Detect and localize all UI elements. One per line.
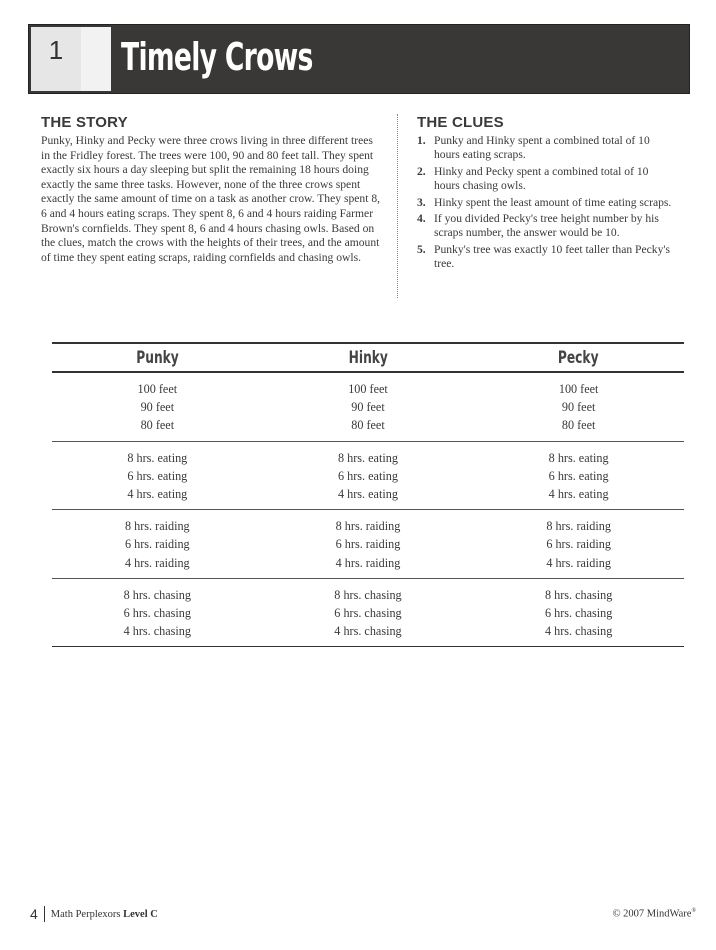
grid-cell-punky [52, 586, 263, 641]
page-number: 4 [30, 906, 38, 922]
clue-text: Hinky and Pecky spent a combined total of 10 hours chasing owls. [434, 164, 649, 193]
grid-cell-hinky [263, 586, 474, 641]
option[interactable]: 8 hrs. chasing [334, 587, 402, 602]
clue-text: Hinky spent the least amount of time eating scraps. [434, 195, 672, 209]
option[interactable]: 80 feet [351, 418, 385, 433]
crow-name-punky: Punky [136, 347, 179, 368]
story-heading: THE STORY [41, 114, 128, 131]
option[interactable]: 6 hrs. eating [338, 468, 398, 483]
option[interactable]: 4 hrs. eating [127, 487, 188, 502]
story-text: Punky, Hinky and Pecky were three crows living in three different trees in the Fridley forest. The trees were 100, 90 and 80 feet tall. They spent exactly six hours a day sleeping but split the remaining 18 hours doing exactly the same three tasks. However, none of the three crows spent exactly the same amount of time on a task as another crow. They spent 8, 6 and 4 hours eating scraps. They spent 8, 6 and 4 hours raiding Farmer Brown's cornfields. They spent 8, 6 and 4 hours chasing owls. Based on the clues, match the crows with the heights of their trees, and the amount of time they spent eating scraps, raiding cornfields and chasing owls. [41, 134, 381, 264]
grid-cell-punky [52, 380, 263, 435]
option[interactable]: 4 hrs. chasing [544, 624, 613, 639]
option[interactable]: 8 hrs. eating [338, 450, 398, 465]
clues-section [417, 114, 677, 274]
option[interactable]: 100 feet [348, 382, 388, 396]
book-title [51, 909, 158, 920]
clue-item [417, 243, 677, 272]
grid-header-row [52, 342, 684, 373]
footer-divider [44, 906, 45, 922]
option[interactable]: 90 feet [351, 400, 385, 415]
grid-cell-hinky [263, 517, 474, 572]
option[interactable]: 4 hrs. eating [548, 487, 609, 502]
grid-header-cell [473, 348, 684, 368]
option[interactable]: 8 hrs. chasing [123, 587, 191, 602]
option[interactable]: 6 hrs. raiding [335, 537, 401, 552]
banner-tab [81, 27, 111, 91]
puzzle-number: 1 [31, 27, 81, 91]
option[interactable]: 4 hrs. chasing [123, 624, 191, 639]
grid-group-raiding [52, 510, 684, 579]
option[interactable]: 90 feet [561, 400, 596, 415]
grid-cell-pecky [473, 517, 684, 572]
book-title-prefix: Math Perplexors [50, 908, 124, 920]
option[interactable]: 6 hrs. eating [127, 468, 188, 483]
option[interactable]: 4 hrs. raiding [546, 555, 611, 570]
story-section [41, 114, 381, 265]
clue-text: Punky and Hinky spent a combined total of 10 hours eating scraps. [434, 134, 650, 162]
option[interactable]: 4 hrs. raiding [125, 555, 190, 570]
option[interactable]: 8 hrs. chasing [544, 587, 613, 602]
option[interactable]: 6 hrs. eating [548, 468, 609, 483]
grid-cell-punky [52, 517, 263, 572]
option[interactable]: 6 hrs. raiding [546, 537, 611, 552]
grid-cell-pecky [473, 586, 684, 641]
clue-text: Punky's tree was exactly 10 feet taller than Pecky's tree. [434, 242, 670, 271]
page-title: Timely Crows [121, 35, 313, 79]
clue-number: 4. [417, 212, 426, 226]
grid-group-eating [52, 442, 684, 511]
column-divider [397, 114, 398, 298]
option[interactable]: 100 feet [558, 382, 599, 396]
option[interactable]: 8 hrs. raiding [335, 519, 401, 534]
clue-number: 2. [417, 164, 426, 178]
clue-text: If you divided Pecky's tree height number by his scraps number, the answer would be 10. [434, 212, 659, 240]
grid-cell-hinky [263, 380, 474, 435]
grid-cell-hinky [263, 449, 474, 504]
option[interactable]: 6 hrs. chasing [123, 606, 191, 621]
clue-item [417, 165, 677, 194]
option[interactable]: 6 hrs. raiding [125, 537, 190, 552]
option[interactable]: 100 feet [137, 382, 178, 396]
grid-cell-punky [52, 449, 263, 504]
option[interactable]: 4 hrs. chasing [334, 624, 402, 639]
option[interactable]: 80 feet [140, 418, 175, 433]
grid-cell-pecky [473, 380, 684, 435]
title-banner [28, 24, 690, 94]
clue-list [417, 134, 677, 272]
grid-cell-pecky [473, 449, 684, 504]
grid-group-heights [52, 373, 684, 442]
option[interactable]: 6 hrs. chasing [334, 606, 402, 621]
copyright [613, 908, 696, 920]
option[interactable]: 8 hrs. eating [548, 450, 609, 465]
clue-item [417, 212, 677, 241]
crow-name-pecky: Pecky [558, 347, 599, 368]
clue-item [417, 196, 677, 210]
clue-item [417, 134, 677, 163]
book-title-level: Level C [123, 908, 158, 920]
clues-heading: THE CLUES [417, 114, 504, 131]
option[interactable]: 4 hrs. eating [338, 487, 398, 502]
grid-group-chasing [52, 579, 684, 648]
crow-name-hinky: Hinky [348, 347, 388, 368]
grid-header-cell [263, 348, 474, 368]
option[interactable]: 90 feet [140, 400, 175, 415]
option[interactable]: 4 hrs. raiding [335, 555, 401, 570]
option[interactable]: 8 hrs. raiding [125, 519, 190, 534]
grid-header-cell [52, 348, 263, 368]
option[interactable]: 8 hrs. eating [127, 450, 188, 465]
option[interactable]: 80 feet [561, 418, 596, 433]
option[interactable]: 6 hrs. chasing [544, 606, 613, 621]
clue-number: 1. [417, 134, 426, 147]
logic-grid [52, 342, 684, 647]
registered-mark: ® [691, 908, 696, 914]
clue-number: 3. [417, 195, 426, 209]
clue-number: 5. [417, 242, 426, 256]
page-footer-left [30, 906, 158, 922]
copyright-text: © 2007 MindWare [612, 908, 692, 920]
option[interactable]: 8 hrs. raiding [546, 519, 611, 534]
